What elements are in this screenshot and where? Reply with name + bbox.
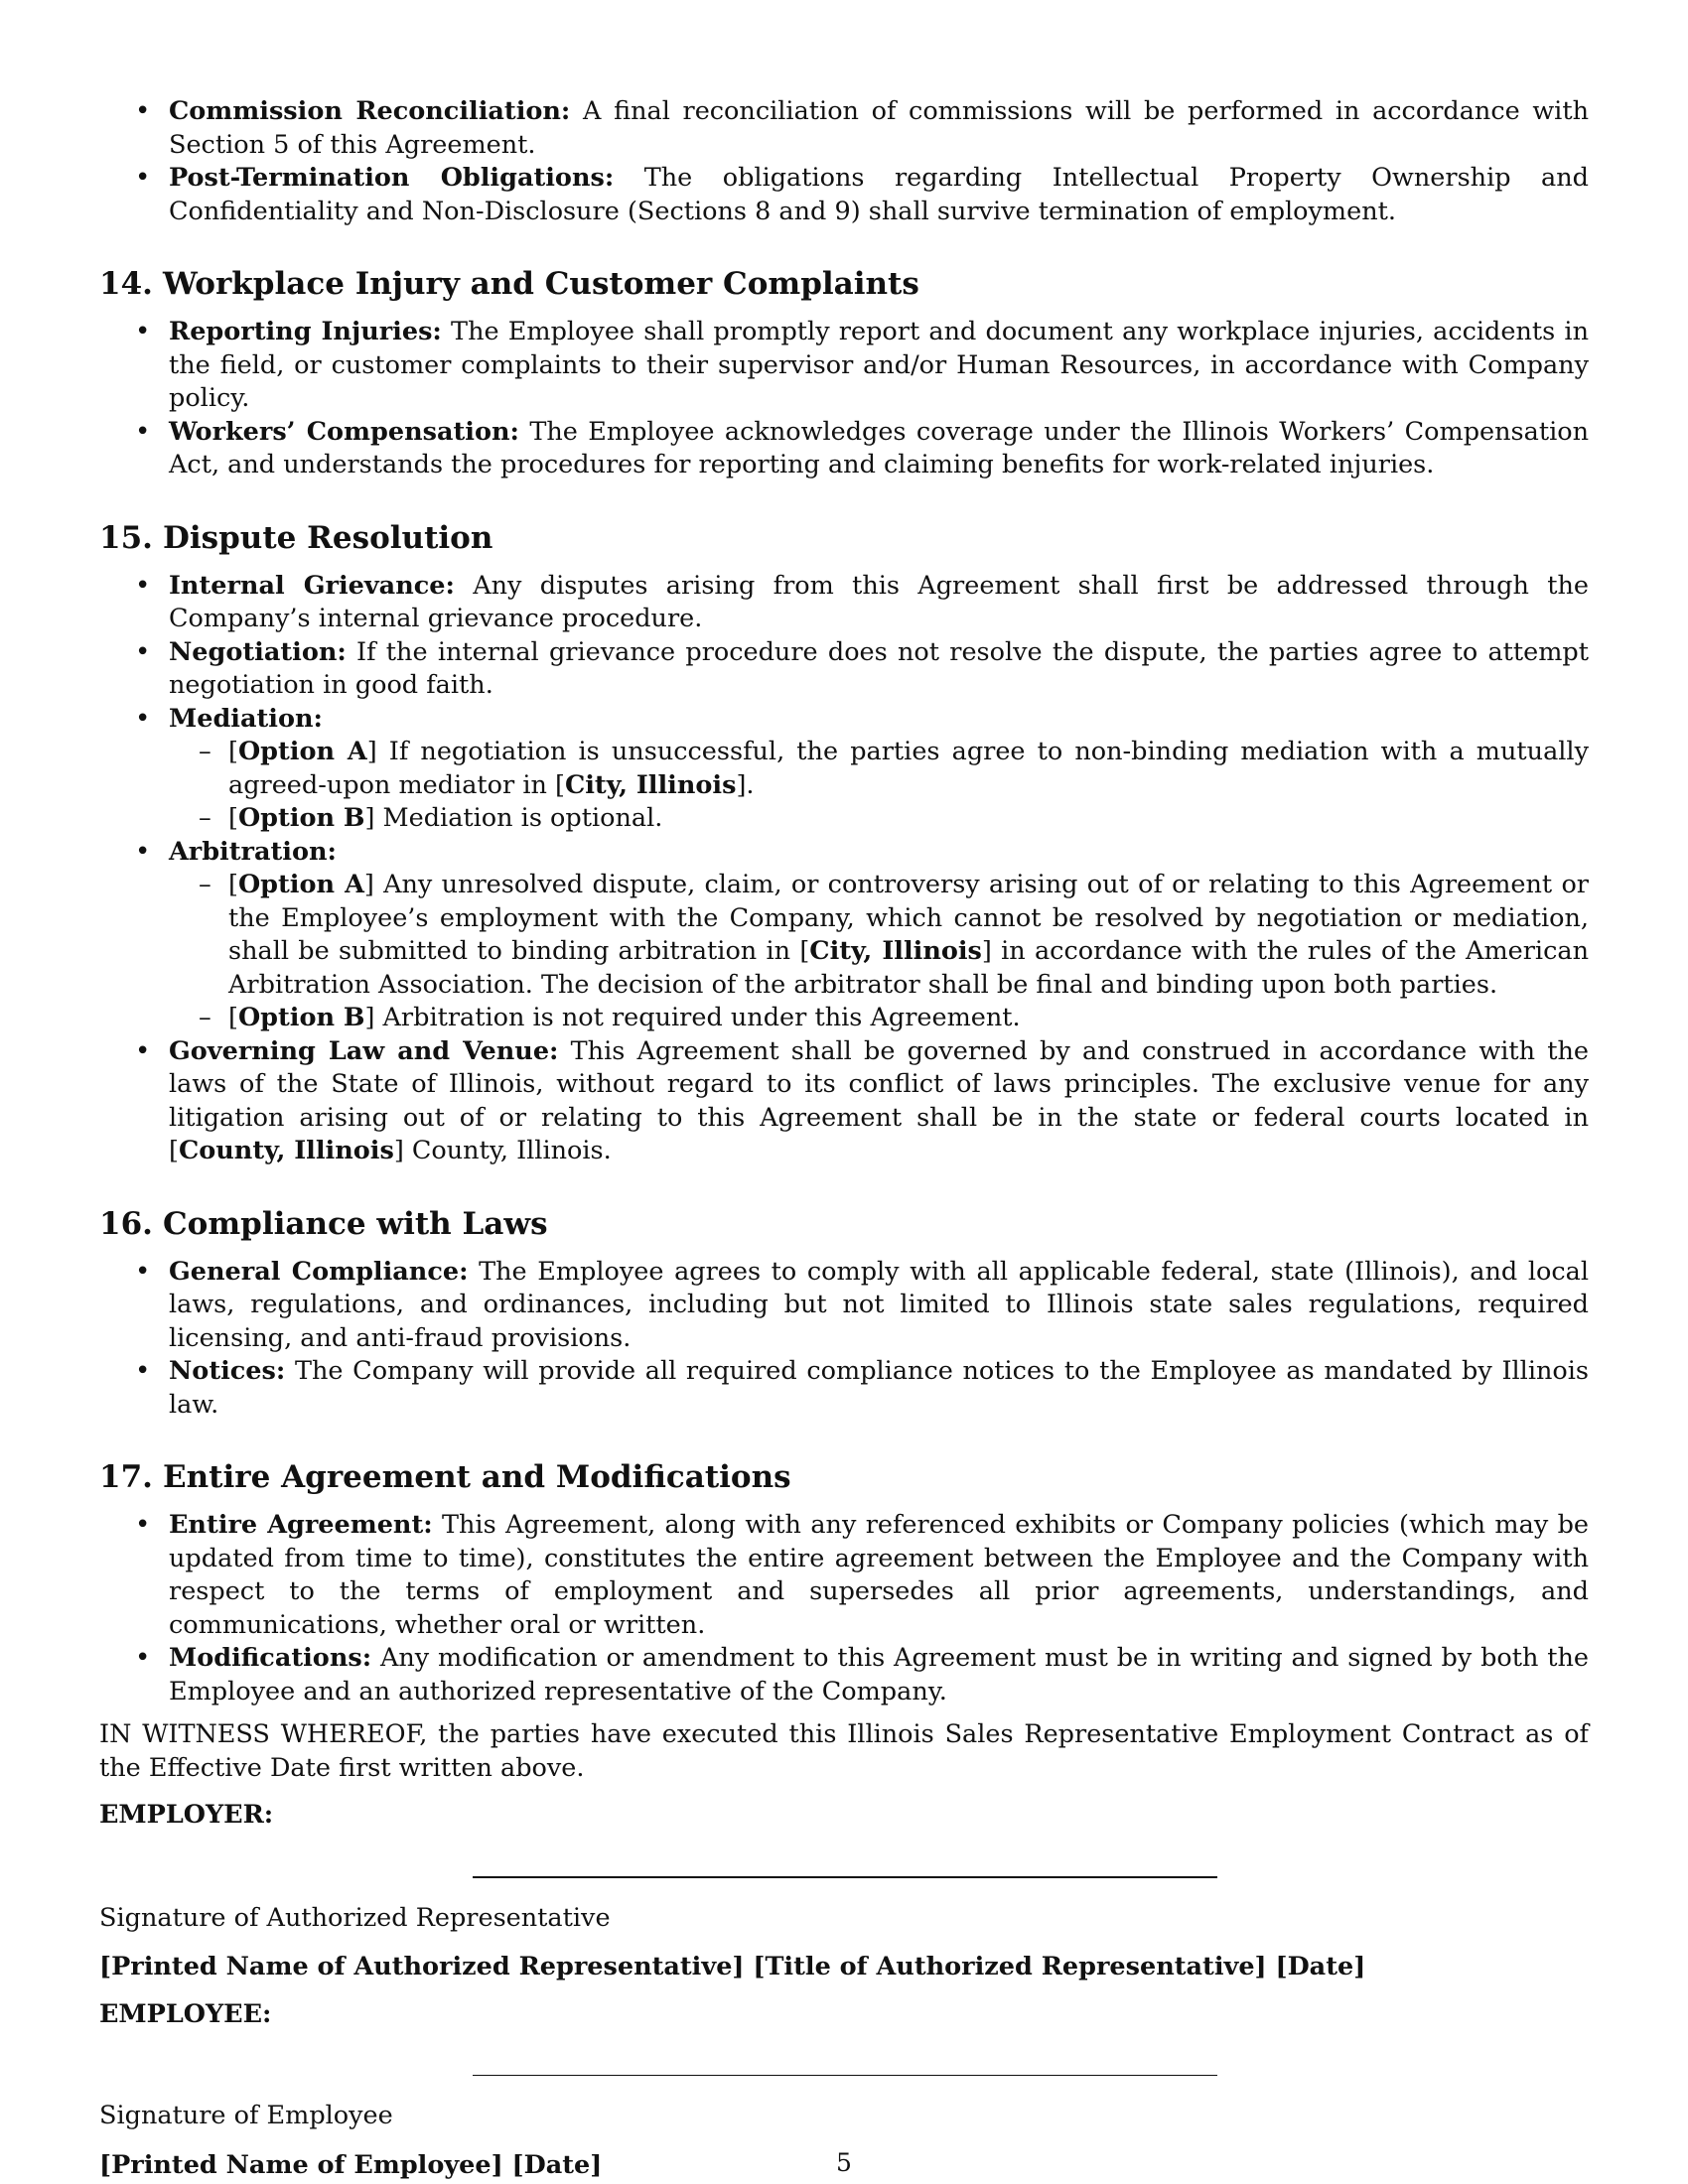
section-14-heading: [99, 264, 1589, 304]
list-item: [99, 836, 1589, 1035]
section-title: Compliance with Laws: [163, 1205, 548, 1242]
list-item: [99, 1355, 1589, 1422]
placeholder-field: County, Illinois: [178, 1136, 394, 1165]
page-number: 5: [836, 2148, 852, 2177]
bullet-text: The obligations regarding Intellectual Property Ownership and Confidentiality and Non-Disclosure (Sections 8 and 9) shall survive termination of employment.: [169, 163, 1590, 226]
list-item: [99, 1256, 1589, 1356]
employee-signature-caption: Signature of Employee: [99, 2101, 393, 2130]
list-item: [99, 703, 1589, 836]
employer-printed-fields: [Printed Name of Authorized Representative] [Title of Authorized Representative] [Date]: [99, 1952, 1366, 1981]
section-number: 15.: [99, 519, 153, 556]
bullet-text: A final reconciliation of commissions will be performed in accordance with Section 5 of this Agreement.: [169, 96, 1590, 160]
list-item: [99, 1509, 1589, 1642]
section-number: 16.: [99, 1205, 153, 1242]
option-item: – [Option B] Mediation is optional.: [169, 802, 1589, 836]
list-item: [99, 416, 1589, 482]
witness-paragraph: IN WITNESS WHEREOF, the parties have executed this Illinois Sales Representative Employment Contract as of the Effective Date first written above.: [99, 1719, 1589, 1783]
section-title: Dispute Resolution: [163, 519, 493, 556]
option-item: – [Option A] If negotiation is unsuccessful, the parties agree to non-binding mediation with a mutually agreed-upon mediator in [City, Illinois].: [169, 736, 1589, 802]
option-text: Any unresolved dispute, claim, or controversy arising out of or relating to this Agreement or the Employee’s employment with the Company, which cannot be resolved by negotiation or mediation, shall be submitted to binding arbitration in: [228, 870, 1589, 966]
bullet-label: Reporting Injuries:: [169, 317, 442, 346]
employer-signature-caption: Signature of Authorized Representative: [99, 1902, 611, 1933]
option-label: Option A: [237, 870, 364, 899]
bullet-text: The Employee acknowledges coverage under the Illinois Workers’ Compensation Act, and understands the procedures for reporting and claiming benefits for work-related injuries.: [169, 416, 1590, 479]
option-label: Option B: [237, 1003, 365, 1032]
bullet-label: Workers’ Compensation:: [169, 416, 519, 447]
bullet-label: Internal Grievance:: [169, 570, 455, 601]
option-item: – [Option A] Any unresolved dispute, claim, or controversy arising out of or relating to this Agreement or the Employee’s employment with the Company, which cannot be resolved by negotiation or mediation, shall be submitted to binding arbitration in [City, Illinois] in accordance with the rules of the American Arbitration Association. The decision of the arbitrator shall be final and binding upon both parties.: [169, 869, 1589, 1002]
document-page: [99, 95, 1589, 2182]
employer-date: Date: [1287, 1952, 1354, 1981]
section-title: Workplace Injury and Customer Complaints: [163, 266, 919, 302]
bullet-label: Negotiation:: [169, 636, 347, 667]
bullet-label: Notices:: [169, 1356, 286, 1386]
section-number: 17.: [99, 1459, 153, 1495]
bullet-label: Post-Termination Obligations:: [169, 163, 615, 193]
bullet-text: If the internal grievance procedure does not resolve the dispute, the parties agree to attempt negotiation in good faith.: [169, 636, 1589, 700]
section-14-list: [99, 316, 1589, 482]
bullet-text: County, Illinois.: [403, 1136, 612, 1165]
employee-signature-line[interactable]: [473, 2075, 1217, 2076]
option-text: Arbitration is not required under this Agreement.: [374, 1003, 1021, 1032]
section-17-heading: [99, 1457, 1589, 1497]
bullet-label: Entire Agreement:: [169, 1510, 433, 1540]
employee-date: Date: [523, 2149, 591, 2180]
bullet-text: Any disputes arising from this Agreement shall first be addressed through the Company’s internal grievance procedure.: [169, 570, 1589, 633]
option-label: Option B: [237, 803, 365, 833]
bullet-text: This Agreement shall be governed by and construed in accordance with the laws of the State of Illinois, without regard to its conflict of laws principles. The exclusive venue for any litigation arising out of or relating to this Agreement shall be in the state or federal courts located in: [169, 1035, 1589, 1133]
option-text: in accordance with the rules of the American Arbitration Association. The decision of the arbitrator shall be final and binding upon both parties.: [228, 936, 1589, 1000]
employee-heading: EMPLOYEE:: [99, 1998, 272, 2029]
list-item: [99, 162, 1589, 228]
list-item: [99, 316, 1589, 416]
section-15-heading: [99, 518, 1589, 558]
mediation-options: [169, 736, 1589, 836]
bullet-text: The Company will provide all required compliance notices to the Employee as mandated by Illinois law.: [169, 1356, 1589, 1420]
bullet-label: Commission Reconciliation:: [169, 96, 571, 126]
placeholder-field: City, Illinois: [564, 769, 737, 800]
placeholder-field: City, Illinois: [809, 936, 982, 966]
list-item: • Governing Law and Venue: This Agreement shall be governed by and construed in accordance with the laws of the State of Illinois, without regard to its conflict of laws principles. The exclusive venue for any litigation arising out of or relating to this Agreement shall be in the state or federal courts located in [County, Illinois] County, Illinois.: [99, 1035, 1589, 1168]
bullet-label: Mediation:: [169, 703, 323, 734]
section-16-heading: [99, 1204, 1589, 1244]
bullet-label: Modifications:: [169, 1643, 372, 1673]
employee-printed-fields: [Printed Name of Employee] [Date]: [99, 2149, 603, 2180]
termination-bullets: [99, 95, 1589, 228]
bullet-label: General Compliance:: [169, 1256, 469, 1287]
option-text: Mediation is optional.: [374, 803, 663, 833]
employer-signature-line[interactable]: [473, 1876, 1217, 1878]
bullet-text: The Employee agrees to comply with all applicable federal, state (Illinois), and local laws, regulations, and ordinances, including but not limited to Illinois state sales regulations, required licensing, and anti-fraud provisions.: [169, 1256, 1589, 1353]
option-label: Option A: [237, 737, 367, 766]
list-item: [99, 1642, 1589, 1708]
section-15-list: [99, 570, 1589, 1168]
employee-printed-name: Printed Name of Employee: [111, 2149, 492, 2180]
bullet-label: Arbitration:: [169, 836, 337, 867]
arbitration-options: [169, 869, 1589, 1035]
employer-title: Title of Authorized Representative: [765, 1952, 1255, 1981]
employer-printed-name: Printed Name of Authorized Representative: [111, 1952, 733, 1981]
bullet-text: The Employee shall promptly report and document any workplace injuries, accidents in the field, or customer complaints to their supervisor and/or Human Resources, in accordance with Company policy.: [169, 317, 1589, 413]
bullet-text: Any modification or amendment to this Agreement must be in writing and signed by both the Employee and an authorized representative of the Company.: [169, 1643, 1589, 1706]
section-16-list: [99, 1256, 1589, 1423]
option-item: – [Option B] Arbitration is not required under this Agreement.: [169, 1002, 1589, 1035]
list-item: [99, 95, 1589, 162]
list-item: [99, 636, 1589, 703]
bullet-label: Governing Law and Venue:: [169, 1035, 559, 1066]
bullet-text: This Agreement, along with any referenced exhibits or Company policies (which may be updated from time to time), constitutes the entire agreement between the Employee and the Company with respect to the terms of employment and supersedes all prior agreements, understandings, and communications, whether oral or written.: [169, 1510, 1589, 1640]
section-17-list: [99, 1509, 1589, 1708]
employer-heading: EMPLOYER:: [99, 1800, 274, 1830]
list-item: [99, 570, 1589, 636]
option-text: If negotiation is unsuccessful, the parties agree to non-binding mediation with a mutually agreed-upon mediator in: [228, 737, 1589, 800]
section-number: 14.: [99, 266, 153, 302]
section-title: Entire Agreement and Modifications: [163, 1459, 791, 1495]
